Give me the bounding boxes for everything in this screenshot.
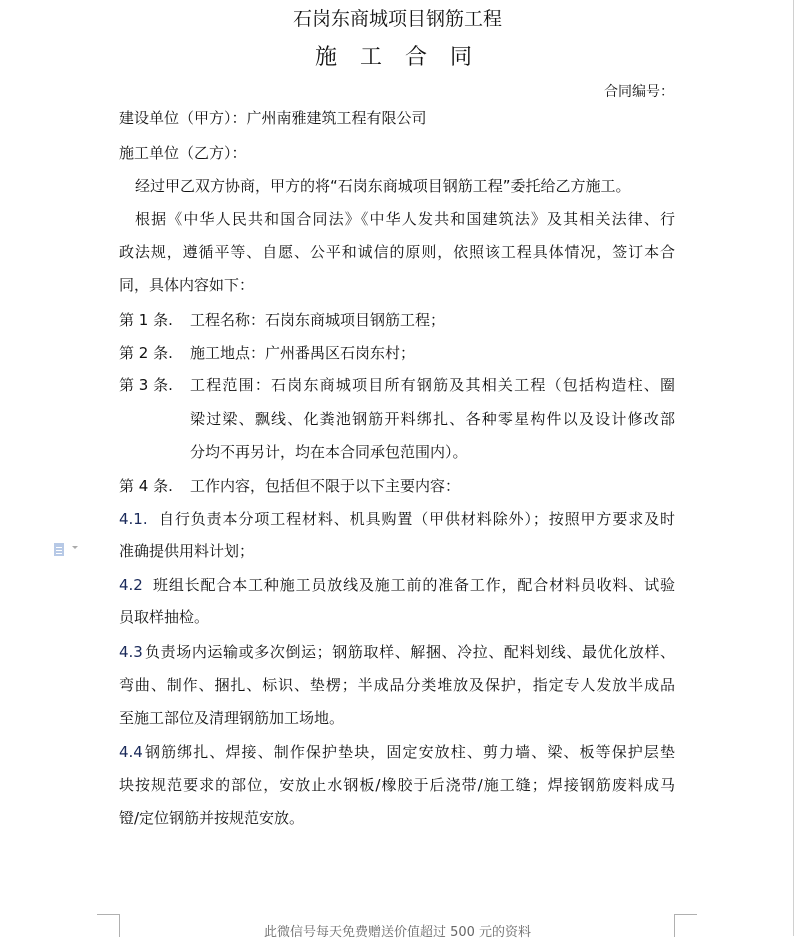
item-number: 4.4 bbox=[119, 743, 143, 761]
item-line: 至施工部位及清理钢筋加工场地。 bbox=[119, 709, 345, 727]
article-line: 工程范围：石岗东商城项目所有钢筋及其相关工程（包括构造柱、圈 bbox=[190, 376, 675, 394]
article-line: 梁过梁、飘线、化粪池钢筋开料绑扎、各种零星构件以及设计修改部 bbox=[190, 410, 675, 428]
item-line: 镫/定位钢筋并按规范安放。 bbox=[119, 809, 305, 827]
paragraph-line: 同，具体内容如下： bbox=[119, 276, 255, 294]
item-number: 4.3 bbox=[119, 643, 143, 661]
item-line: 准确提供用料计划； bbox=[119, 542, 255, 560]
paragraph-line: 经过甲乙双方协商，甲方的将“石岗东商城项目钢筋工程”委托给乙方施工。 bbox=[135, 177, 631, 195]
item-line: 负责场内运输或多次倒运；钢筋取样、解捆、冷拉、配料划线、最优化放样、 bbox=[145, 643, 675, 661]
paragraph-line: 根据《中华人民共和国合同法》《中华人发共和国建筑法》及其相关法律、行 bbox=[135, 210, 675, 228]
paragraph-line: 施工单位（乙方）： bbox=[119, 144, 247, 162]
chevron-down-icon[interactable] bbox=[72, 546, 78, 549]
contract-number-label: 合同编号： bbox=[604, 84, 674, 100]
article-number: 第 1 条. bbox=[119, 311, 173, 329]
article-number: 第 4 条. bbox=[119, 477, 173, 495]
paragraph-line: 政法规，遵循平等、自愿、公平和诚信的原则，依照该工程具体情况，签订本合 bbox=[119, 243, 675, 261]
item-line: 块按规范要求的部位，安放止水钢板/橡胶于后浇带/施工缝；焊接钢筋废料成马 bbox=[119, 776, 675, 794]
document-subtitle: 施 工 合 同 bbox=[315, 45, 480, 70]
document-title: 石岗东商城项目钢筋工程 bbox=[292, 8, 502, 30]
article-line: 工作内容，包括但不限于以下主要内容： bbox=[190, 477, 461, 495]
paragraph-line: 建设单位（甲方）：广州南雅建筑工程有限公司 bbox=[119, 109, 427, 127]
article-line: 施工地点：广州番禺区石岗东村； bbox=[190, 344, 416, 362]
item-line: 弯曲、制作、捆扎、标识、垫楞；半成品分类堆放及保护，指定专人发放半成品 bbox=[119, 676, 675, 694]
article-line: 分均不再另计，均在本合同承包范围内）。 bbox=[190, 443, 468, 461]
item-line: 班组长配合本工种施工员放线及施工前的准备工作，配合材料员收料、试验 bbox=[153, 576, 675, 594]
article-number: 第 3 条. bbox=[119, 376, 173, 394]
item-line: 自行负责本分项工程材料、机具购置（甲供材料除外）；按照甲方要求及时 bbox=[159, 510, 675, 528]
document-icon[interactable] bbox=[54, 543, 64, 556]
article-number: 第 2 条. bbox=[119, 344, 173, 362]
page-edge bbox=[793, 0, 794, 936]
item-number: 4.2 bbox=[119, 576, 143, 594]
item-number: 4.1. bbox=[119, 510, 148, 528]
footer-note: 此微信号每天免费赠送价值超过 500 元的资料 bbox=[263, 925, 532, 940]
item-line: 员取样抽检。 bbox=[119, 608, 210, 626]
article-line: 工程名称：石岗东商城项目钢筋工程； bbox=[190, 311, 446, 329]
item-line: 钢筋绑扎、焊接、制作保护垫块，固定安放柱、剪力墙、梁、板等保护层垫 bbox=[145, 743, 675, 761]
